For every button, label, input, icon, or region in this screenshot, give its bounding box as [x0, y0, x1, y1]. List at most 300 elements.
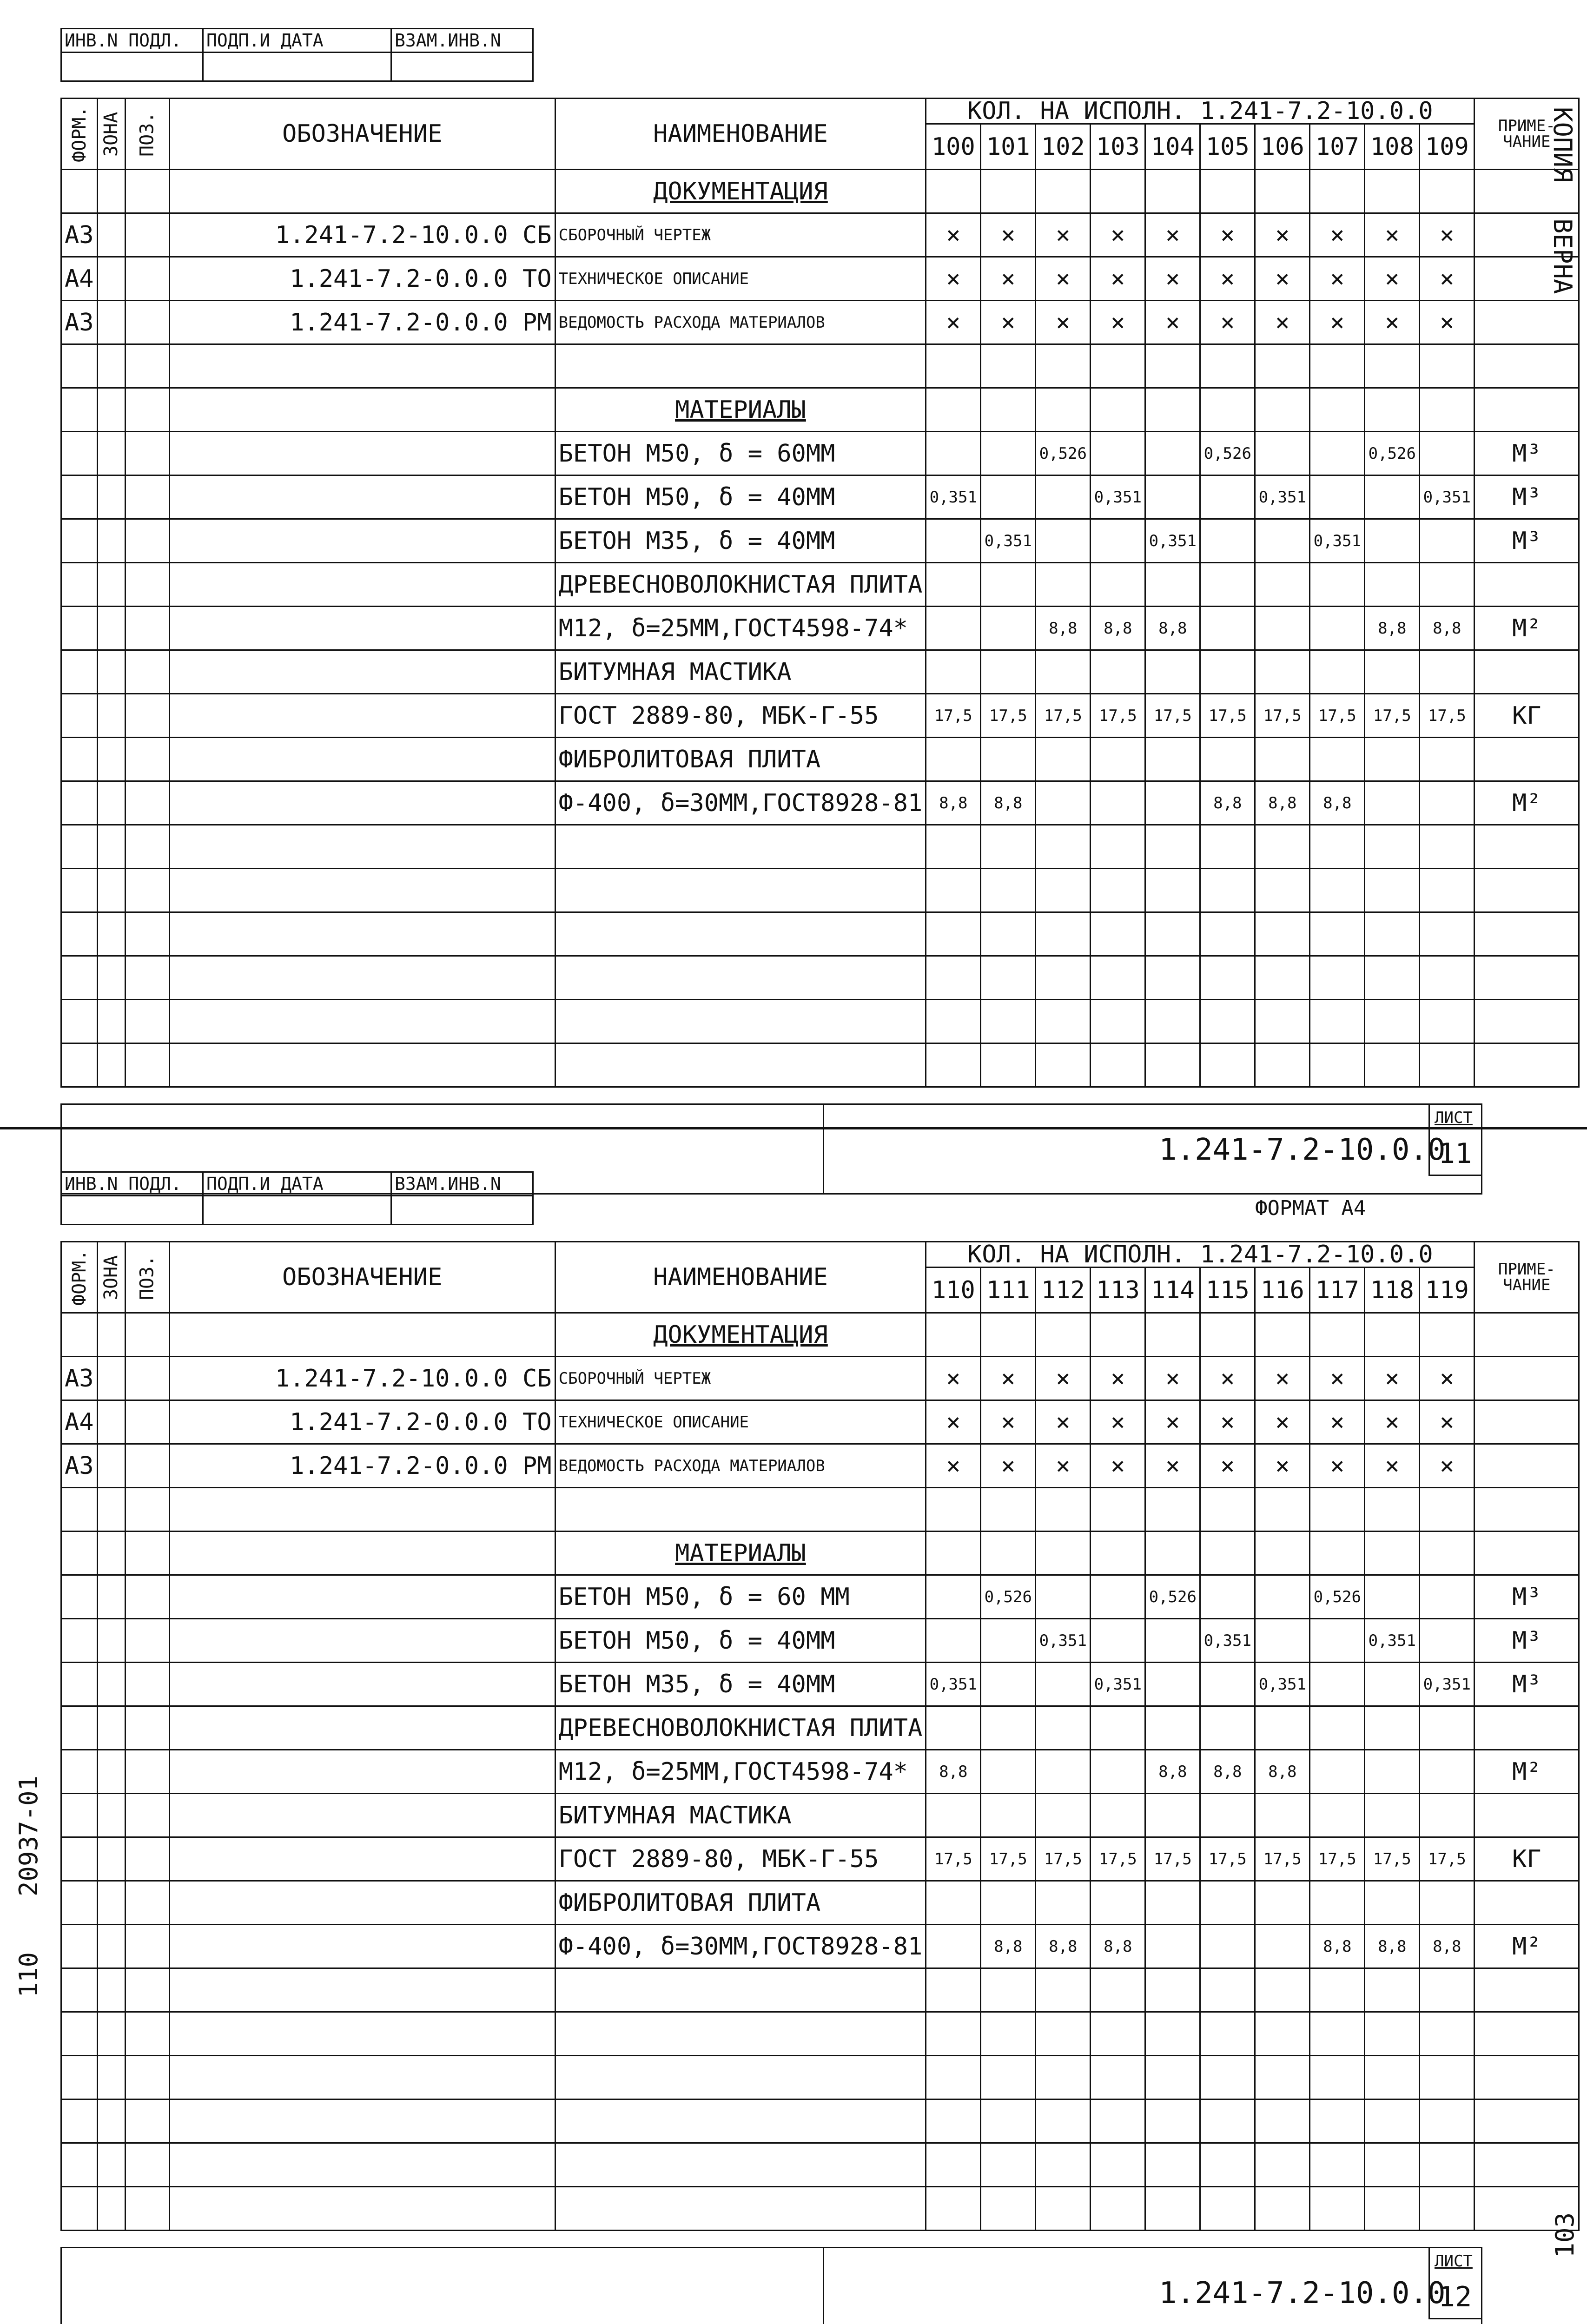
empty-cell: [1255, 825, 1310, 869]
empty-cell: [1475, 1400, 1579, 1444]
applicability-mark: ×: [1200, 213, 1255, 257]
material-quantity: 0,351: [1420, 1663, 1475, 1706]
empty-cell: [1145, 1043, 1200, 1087]
empty-cell: [1310, 2056, 1365, 2100]
stamp-blank: [391, 53, 533, 81]
empty-cell: [61, 1794, 98, 1837]
material-quantity: [1145, 1619, 1200, 1663]
empty-cell: [97, 1750, 125, 1794]
empty-cell: [1420, 1532, 1475, 1575]
spec-sheet-2: [0, 1162, 1587, 2313]
empty-cell: [169, 475, 555, 519]
empty-cell: [1036, 1706, 1091, 1750]
empty-cell: [97, 956, 125, 1000]
material-quantity: [981, 1750, 1036, 1794]
empty-cell: [1091, 1794, 1145, 1837]
material-name-line1: ДРЕВЕСНОВОЛОКНИСТАЯ ПЛИТА: [555, 563, 926, 607]
table-row: [61, 1400, 1579, 1444]
material-quantity: [1420, 432, 1475, 475]
variant-102: 102: [1036, 124, 1091, 170]
empty-cell: [125, 738, 169, 781]
empty-cell: [1255, 912, 1310, 956]
empty-cell: [1310, 869, 1365, 912]
empty-cell: [926, 1706, 981, 1750]
empty-cell: [61, 738, 98, 781]
applicability-mark: ×: [1365, 213, 1420, 257]
sheet-label: ЛИСТ: [1435, 2252, 1473, 2271]
empty-cell: [97, 1488, 125, 1532]
empty-cell: [1145, 1000, 1200, 1043]
empty-cell: [1200, 1488, 1255, 1532]
material-quantity: 17,5: [1200, 1837, 1255, 1881]
empty-cell: [125, 1794, 169, 1837]
specification-table: [60, 98, 1580, 1088]
empty-cell: [1365, 2187, 1420, 2231]
empty-cell: [61, 2187, 98, 2231]
empty-cell: [61, 1000, 98, 1043]
material-name: БЕТОН М50, δ = 60ММ: [555, 432, 926, 475]
doc-format: А3: [61, 1357, 98, 1400]
material-quantity: 0,351: [1255, 475, 1310, 519]
applicability-mark: ×: [1255, 1357, 1310, 1400]
variant-113: 113: [1091, 1268, 1145, 1313]
spec-sheet-1: [0, 19, 1587, 1220]
empty-cell: [1036, 344, 1091, 388]
material-quantity: 0,351: [1420, 475, 1475, 519]
empty-cell: [1420, 1968, 1475, 2012]
material-quantity: 17,5: [981, 694, 1036, 738]
empty-cell: [1145, 1968, 1200, 2012]
applicability-mark: ×: [1310, 301, 1365, 344]
empty-cell: [1036, 956, 1091, 1000]
empty-cell: [1255, 650, 1310, 694]
empty-cell: [125, 2012, 169, 2056]
empty-cell: [1365, 1881, 1420, 1925]
empty-cell: [1475, 912, 1579, 956]
empty-cell: [97, 1837, 125, 1881]
empty-cell: [1200, 825, 1255, 869]
doc-name: ВЕДОМОСТЬ РАСХОДА МАТЕРИАЛОВ: [555, 301, 926, 344]
empty-cell: [1145, 738, 1200, 781]
material-quantity: 8,8: [1145, 607, 1200, 650]
empty-cell: [97, 2143, 125, 2187]
empty-cell: [1200, 1313, 1255, 1357]
applicability-mark: ×: [1036, 301, 1091, 344]
empty-cell: [1475, 2056, 1579, 2100]
material-unit: М²: [1475, 1750, 1579, 1794]
material-unit: М³: [1475, 432, 1579, 475]
empty-cell: [61, 2012, 98, 2056]
material-quantity: 0,351: [981, 519, 1036, 563]
empty-cell: [1420, 2187, 1475, 2231]
empty-cell: [97, 825, 125, 869]
empty-cell: [981, 170, 1036, 213]
section-documentation: ДОКУМЕНТАЦИЯ: [555, 1313, 926, 1357]
material-quantity: [1036, 475, 1091, 519]
empty-cell: [1475, 1043, 1579, 1087]
table-row: [61, 1313, 1579, 1357]
applicability-mark: ×: [1091, 213, 1145, 257]
copy-stamp-verna: ВЕРНА: [1548, 218, 1577, 294]
material-quantity: 0,351: [1255, 1663, 1310, 1706]
empty-cell: [981, 956, 1036, 1000]
empty-cell: [125, 825, 169, 869]
header-pos: ПОЗ.: [125, 1242, 169, 1313]
applicability-mark: ×: [1145, 257, 1200, 301]
table-row: [61, 170, 1579, 213]
empty-cell: [1255, 738, 1310, 781]
empty-cell: [1091, 170, 1145, 213]
empty-cell: [169, 869, 555, 912]
doc-name: СБОРОЧНЫЙ ЧЕРТЕЖ: [555, 213, 926, 257]
empty-cell: [61, 825, 98, 869]
table-row: [61, 563, 1579, 607]
empty-cell: [61, 1750, 98, 1794]
empty-cell: [169, 1837, 555, 1881]
doc-designation: 1.241-7.2-0.0.0 ТО: [169, 1400, 555, 1444]
empty-cell: [981, 2143, 1036, 2187]
material-quantity: 17,5: [981, 1837, 1036, 1881]
applicability-mark: ×: [1365, 1400, 1420, 1444]
empty-cell: [97, 2056, 125, 2100]
table-row: [61, 1706, 1579, 1750]
material-quantity: 17,5: [926, 1837, 981, 1881]
empty-cell: [125, 301, 169, 344]
material-quantity: [1365, 1575, 1420, 1619]
doc-designation: 1.241-7.2-0.0.0 РМ: [169, 301, 555, 344]
empty-cell: [1091, 2100, 1145, 2143]
material-quantity: 8,8: [1036, 1925, 1091, 1968]
sheet-label: ЛИСТ: [1435, 1109, 1473, 1127]
empty-cell: [555, 1488, 926, 1532]
applicability-mark: ×: [926, 213, 981, 257]
header-note: ПРИМЕ-ЧАНИЕ: [1475, 99, 1579, 170]
empty-cell: [1420, 869, 1475, 912]
empty-cell: [61, 1663, 98, 1706]
empty-cell: [926, 956, 981, 1000]
empty-cell: [1145, 344, 1200, 388]
empty-cell: [125, 650, 169, 694]
empty-cell: [61, 475, 98, 519]
material-name: Ф-400, δ=30ММ,ГОСТ8928-81: [555, 781, 926, 825]
material-quantity: 0,526: [981, 1575, 1036, 1619]
empty-cell: [555, 869, 926, 912]
empty-cell: [926, 1968, 981, 2012]
applicability-mark: ×: [1091, 301, 1145, 344]
empty-cell: [1200, 1043, 1255, 1087]
empty-cell: [97, 1794, 125, 1837]
empty-cell: [125, 1043, 169, 1087]
empty-cell: [1420, 170, 1475, 213]
empty-cell: [1310, 563, 1365, 607]
empty-cell: [1255, 2143, 1310, 2187]
empty-cell: [61, 1575, 98, 1619]
material-quantity: [981, 1619, 1036, 1663]
empty-cell: [125, 2143, 169, 2187]
material-name-line1: ФИБРОЛИТОВАЯ ПЛИТА: [555, 1881, 926, 1925]
empty-cell: [1365, 1968, 1420, 2012]
empty-cell: [1365, 825, 1420, 869]
empty-cell: [125, 2056, 169, 2100]
empty-cell: [1091, 1532, 1145, 1575]
material-quantity: 17,5: [1036, 694, 1091, 738]
empty-cell: [1036, 825, 1091, 869]
empty-cell: [1310, 912, 1365, 956]
material-quantity: [1310, 607, 1365, 650]
empty-cell: [125, 1357, 169, 1400]
empty-cell: [169, 1000, 555, 1043]
archive-code: 20937-01: [14, 1776, 43, 1897]
empty-cell: [1365, 1043, 1420, 1087]
applicability-mark: ×: [1145, 1444, 1200, 1488]
material-quantity: 17,5: [1091, 1837, 1145, 1881]
applicability-mark: ×: [926, 1357, 981, 1400]
empty-cell: [125, 1488, 169, 1532]
material-quantity: [1200, 1925, 1255, 1968]
empty-cell: [61, 388, 98, 432]
empty-cell: [61, 1488, 98, 1532]
applicability-mark: ×: [1145, 301, 1200, 344]
empty-cell: [1255, 1706, 1310, 1750]
empty-cell: [1255, 388, 1310, 432]
empty-cell: [125, 956, 169, 1000]
title-block: [823, 2247, 1482, 2324]
material-quantity: [1036, 519, 1091, 563]
empty-cell: [1310, 2187, 1365, 2231]
empty-cell: [1036, 388, 1091, 432]
empty-cell: [61, 1881, 98, 1925]
empty-cell: [1091, 563, 1145, 607]
empty-cell: [125, 257, 169, 301]
applicability-mark: ×: [1310, 1357, 1365, 1400]
material-quantity: 8,8: [1420, 607, 1475, 650]
material-name-line1: ФИБРОЛИТОВАЯ ПЛИТА: [555, 738, 926, 781]
empty-cell: [1475, 1706, 1579, 1750]
table-row: [61, 912, 1579, 956]
empty-cell: [1365, 1313, 1420, 1357]
empty-cell: [555, 912, 926, 956]
table-row: [61, 1575, 1579, 1619]
material-quantity: [926, 1575, 981, 1619]
material-quantity: [1420, 1575, 1475, 1619]
empty-cell: [926, 650, 981, 694]
empty-cell: [61, 650, 98, 694]
empty-cell: [1365, 344, 1420, 388]
material-quantity: 17,5: [1036, 1837, 1091, 1881]
empty-cell: [1145, 1881, 1200, 1925]
empty-cell: [1091, 1313, 1145, 1357]
doc-name: ТЕХНИЧЕСКОЕ ОПИСАНИЕ: [555, 257, 926, 301]
empty-cell: [1420, 2143, 1475, 2187]
material-quantity: 17,5: [1255, 1837, 1310, 1881]
applicability-mark: ×: [1200, 257, 1255, 301]
material-name: БЕТОН М50, δ = 60 ММ: [555, 1575, 926, 1619]
empty-cell: [97, 2100, 125, 2143]
table-row: [61, 2012, 1579, 2056]
variant-110: 110: [926, 1268, 981, 1313]
empty-cell: [1420, 388, 1475, 432]
material-quantity: 17,5: [1200, 694, 1255, 738]
empty-cell: [981, 912, 1036, 956]
empty-cell: [1145, 1488, 1200, 1532]
applicability-mark: ×: [1200, 1444, 1255, 1488]
empty-cell: [1310, 738, 1365, 781]
material-quantity: 8,8: [1036, 607, 1091, 650]
applicability-mark: ×: [981, 1444, 1036, 1488]
material-quantity: 17,5: [1255, 694, 1310, 738]
material-name: М12, δ=25ММ,ГОСТ4598-74*: [555, 607, 926, 650]
empty-cell: [169, 388, 555, 432]
applicability-mark: ×: [1200, 1357, 1255, 1400]
empty-cell: [1420, 825, 1475, 869]
empty-cell: [1310, 1000, 1365, 1043]
empty-cell: [169, 2100, 555, 2143]
empty-cell: [1310, 1532, 1365, 1575]
empty-cell: [1475, 1794, 1579, 1837]
corner-page-number: 103: [1550, 2212, 1580, 2258]
table-row: [61, 1881, 1579, 1925]
empty-cell: [97, 650, 125, 694]
empty-cell: [1036, 2187, 1091, 2231]
empty-cell: [61, 519, 98, 563]
empty-cell: [97, 607, 125, 650]
empty-cell: [125, 1881, 169, 1925]
empty-cell: [1091, 1488, 1145, 1532]
empty-cell: [1310, 1043, 1365, 1087]
empty-cell: [97, 563, 125, 607]
variant-115: 115: [1200, 1268, 1255, 1313]
empty-cell: [97, 738, 125, 781]
empty-cell: [125, 432, 169, 475]
empty-cell: [61, 1313, 98, 1357]
empty-cell: [981, 1794, 1036, 1837]
empty-cell: [1365, 2100, 1420, 2143]
empty-cell: [125, 1706, 169, 1750]
applicability-mark: ×: [1255, 1444, 1310, 1488]
empty-cell: [1145, 388, 1200, 432]
empty-cell: [97, 1313, 125, 1357]
table-row: [61, 607, 1579, 650]
header-form: ФОРМ.: [61, 99, 98, 170]
empty-cell: [1310, 956, 1365, 1000]
material-unit: М²: [1475, 607, 1579, 650]
applicability-mark: ×: [1036, 213, 1091, 257]
applicability-mark: ×: [1036, 1444, 1091, 1488]
material-quantity: 8,8: [1255, 1750, 1310, 1794]
empty-cell: [125, 694, 169, 738]
material-unit: М²: [1475, 1925, 1579, 1968]
material-quantity: [1365, 781, 1420, 825]
empty-cell: [97, 301, 125, 344]
empty-cell: [926, 2056, 981, 2100]
sheet-number-box: [1428, 2248, 1481, 2319]
material-quantity: [1365, 1663, 1420, 1706]
material-quantity: [1420, 781, 1475, 825]
specification-table: [60, 1241, 1580, 2231]
empty-cell: [1420, 563, 1475, 607]
material-quantity: [1365, 519, 1420, 563]
doc-name: СБОРОЧНЫЙ ЧЕРТЕЖ: [555, 1357, 926, 1400]
empty-cell: [1475, 563, 1579, 607]
table-row: [61, 1043, 1579, 1087]
material-quantity: [1420, 1619, 1475, 1663]
empty-cell: [1145, 912, 1200, 956]
empty-cell: [125, 1619, 169, 1663]
header-name: НАИМЕНОВАНИЕ: [555, 99, 926, 170]
empty-cell: [169, 1881, 555, 1925]
material-quantity: [1091, 781, 1145, 825]
empty-cell: [1200, 738, 1255, 781]
material-unit: М³: [1475, 1663, 1579, 1706]
empty-cell: [1255, 344, 1310, 388]
header-qty: КОЛ. НА ИСПОЛН. 1.241-7.2-10.0.0: [926, 1242, 1475, 1268]
empty-cell: [1200, 2187, 1255, 2231]
empty-cell: [97, 1663, 125, 1706]
material-name: М12, δ=25ММ,ГОСТ4598-74*: [555, 1750, 926, 1794]
material-quantity: 0,351: [926, 475, 981, 519]
material-quantity: 8,8: [1255, 781, 1310, 825]
material-quantity: 8,8: [926, 781, 981, 825]
material-quantity: [1255, 1619, 1310, 1663]
material-quantity: [1310, 1750, 1365, 1794]
table-row: [61, 781, 1579, 825]
empty-cell: [1475, 1357, 1579, 1400]
table-row: [61, 1968, 1579, 2012]
doc-designation: 1.241-7.2-10.0.0 СБ: [169, 213, 555, 257]
applicability-mark: ×: [1036, 1357, 1091, 1400]
empty-cell: [61, 170, 98, 213]
copy-stamp-kopiya: КОПИЯ: [1548, 107, 1577, 183]
empty-cell: [169, 1925, 555, 1968]
podp-data-label: ПОДП.И ДАТА: [203, 1172, 391, 1196]
empty-cell: [1255, 1968, 1310, 2012]
applicability-mark: ×: [1420, 1444, 1475, 1488]
variant-101: 101: [981, 124, 1036, 170]
applicability-mark: ×: [1255, 257, 1310, 301]
empty-cell: [1145, 1794, 1200, 1837]
empty-cell: [555, 2100, 926, 2143]
empty-cell: [97, 869, 125, 912]
variant-114: 114: [1145, 1268, 1200, 1313]
material-quantity: [1255, 1925, 1310, 1968]
applicability-mark: ×: [926, 1400, 981, 1444]
empty-cell: [1036, 2012, 1091, 2056]
empty-cell: [97, 912, 125, 956]
empty-cell: [1310, 1794, 1365, 1837]
empty-cell: [1475, 2100, 1579, 2143]
table-row: [61, 344, 1579, 388]
material-quantity: 0,351: [926, 1663, 981, 1706]
empty-cell: [1310, 1968, 1365, 2012]
empty-cell: [555, 1000, 926, 1043]
material-name: БЕТОН М50, δ = 40ММ: [555, 1619, 926, 1663]
material-quantity: 0,351: [1091, 1663, 1145, 1706]
doc-format: А4: [61, 1400, 98, 1444]
empty-cell: [1475, 869, 1579, 912]
empty-cell: [125, 344, 169, 388]
empty-cell: [125, 607, 169, 650]
applicability-mark: ×: [981, 213, 1036, 257]
applicability-mark: ×: [1255, 1400, 1310, 1444]
table-row: [61, 1488, 1579, 1532]
table-row: [61, 2056, 1579, 2100]
variant-106: 106: [1255, 124, 1310, 170]
material-name: БЕТОН М50, δ = 40ММ: [555, 475, 926, 519]
empty-cell: [1365, 2056, 1420, 2100]
empty-cell: [1475, 2143, 1579, 2187]
empty-cell: [97, 344, 125, 388]
material-quantity: [1091, 432, 1145, 475]
